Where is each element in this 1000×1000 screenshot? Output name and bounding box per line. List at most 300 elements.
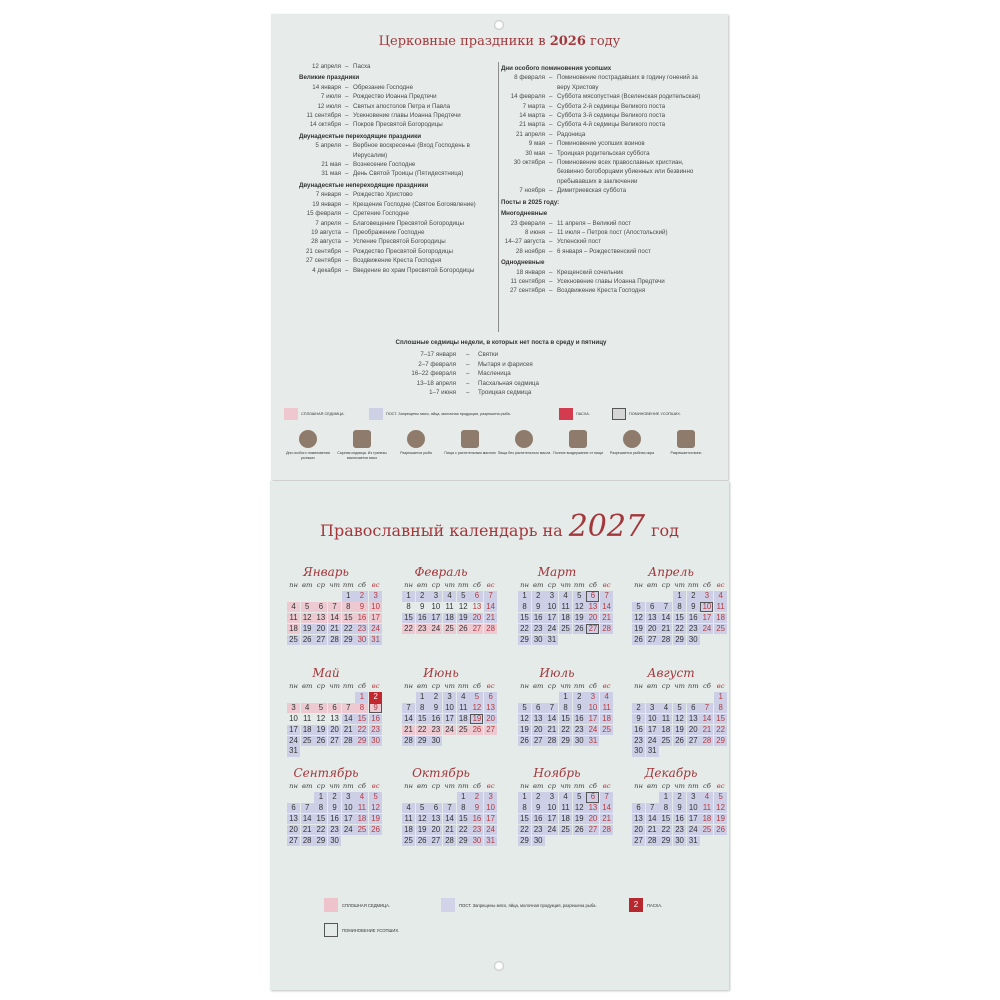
day-cell: 23 bbox=[416, 624, 429, 635]
month-6 bbox=[391, 666, 495, 746]
day-cell: 22 bbox=[559, 725, 572, 736]
day-cell: 6 bbox=[632, 803, 645, 814]
weekday-label: пт bbox=[342, 682, 354, 690]
day-cell: 18 bbox=[659, 725, 672, 736]
weekday-label: сб bbox=[588, 782, 597, 790]
weekday-label: пт bbox=[573, 581, 585, 589]
dash-separator: – bbox=[345, 170, 349, 178]
day-cell: 19 bbox=[632, 624, 645, 635]
day-cell: 5 bbox=[714, 792, 727, 803]
holiday-date: 30 мая bbox=[525, 149, 545, 157]
day-cell: 17 bbox=[687, 814, 700, 825]
day-cell: 13 bbox=[632, 814, 645, 825]
day-cell: 29 bbox=[673, 635, 686, 646]
day-cell: 19 bbox=[573, 814, 586, 825]
weekday-label: ср bbox=[316, 782, 325, 790]
day-cell: 27 bbox=[646, 635, 659, 646]
holiday-row bbox=[501, 277, 711, 286]
day-cell: 24 bbox=[545, 825, 558, 836]
day-cell: 8 bbox=[457, 803, 470, 814]
hanging-hole bbox=[494, 961, 504, 971]
solid-week-name: Масленица bbox=[478, 370, 511, 378]
holiday-row bbox=[299, 169, 499, 178]
day-cell: 20 bbox=[532, 725, 545, 736]
weekday-label: пт bbox=[457, 682, 469, 690]
day-cell: 2 bbox=[673, 792, 686, 803]
day-cell: 26 bbox=[673, 736, 686, 747]
holiday-row bbox=[501, 130, 711, 139]
day-cell: 9 bbox=[429, 703, 442, 714]
fish-icon bbox=[407, 430, 425, 448]
solid-week-dates: 16–22 февраля bbox=[411, 370, 456, 378]
day-cell: 7 bbox=[600, 591, 613, 602]
weekday-label: вс bbox=[716, 682, 725, 690]
day-cell: 4 bbox=[457, 692, 470, 703]
holiday-row bbox=[501, 237, 711, 246]
dash-separator: – bbox=[466, 370, 470, 378]
dash-separator: – bbox=[549, 112, 553, 120]
day-cell: 30 bbox=[470, 836, 483, 847]
weekday-label: чт bbox=[329, 581, 340, 589]
day-cell: 7 bbox=[545, 703, 558, 714]
weekday-label: вт bbox=[646, 682, 658, 690]
day-cell: 14 bbox=[545, 714, 558, 725]
oil-icon bbox=[461, 430, 479, 448]
day-cell: 14 bbox=[600, 803, 613, 814]
day-cell: 9 bbox=[532, 803, 545, 814]
food-rule-item bbox=[551, 430, 605, 456]
day-cell: 27 bbox=[687, 736, 700, 747]
holiday-date: 14–27 августа bbox=[504, 238, 545, 246]
day-cell: 11 bbox=[714, 602, 727, 613]
month-10 bbox=[391, 766, 495, 846]
dash-separator: – bbox=[345, 228, 349, 236]
day-cell: 28 bbox=[301, 836, 314, 847]
day-cell: 9 bbox=[470, 803, 483, 814]
legend-pascha: ПАСХА. bbox=[559, 408, 590, 420]
holiday-row bbox=[299, 190, 499, 199]
weekday-label: вс bbox=[486, 782, 495, 790]
day-cell: 29 bbox=[559, 736, 572, 747]
day-cell: 27 bbox=[470, 624, 483, 635]
day-cell: 30 bbox=[532, 635, 545, 646]
day-cell: 23 bbox=[687, 624, 700, 635]
day-cell: 23 bbox=[532, 624, 545, 635]
day-cell: 28 bbox=[600, 624, 613, 635]
day-cell: 25 bbox=[402, 836, 415, 847]
weekday-header bbox=[518, 782, 611, 792]
day-cell: 28 bbox=[659, 635, 672, 646]
dash-separator: – bbox=[549, 121, 553, 129]
day-cell: 16 bbox=[532, 814, 545, 825]
holiday-date: 8 июня bbox=[524, 228, 545, 236]
month-name: Январь bbox=[303, 565, 349, 579]
food-rule-item bbox=[389, 430, 443, 456]
holiday-date: 18 января bbox=[516, 268, 545, 276]
empty-cell bbox=[646, 692, 659, 703]
day-cell: 30 bbox=[687, 635, 700, 646]
month-name: Август bbox=[647, 666, 695, 680]
food-rule-label: Разрешается рыбная икра bbox=[609, 451, 655, 455]
day-cell: 1 bbox=[673, 591, 686, 602]
day-cell: 16 bbox=[532, 613, 545, 624]
weekday-label: вт bbox=[416, 782, 428, 790]
day-cell: 21 bbox=[659, 624, 672, 635]
day-cell: 3 bbox=[484, 792, 497, 803]
day-cell: 21 bbox=[545, 725, 558, 736]
month-7 bbox=[507, 666, 611, 746]
day-cell: 15 bbox=[457, 814, 470, 825]
day-cell: 19 bbox=[314, 725, 327, 736]
weekday-label: пн bbox=[289, 782, 298, 790]
dash-separator: – bbox=[549, 187, 553, 195]
day-cell: 22 bbox=[714, 725, 727, 736]
holiday-date: 14 марта bbox=[519, 112, 545, 120]
legend-memorial: ПОМИНОВЕНИЕ УСОПШИХ. bbox=[612, 408, 681, 420]
weekday-label: пн bbox=[289, 682, 298, 690]
day-cell: 4 bbox=[559, 591, 572, 602]
empty-cell bbox=[301, 792, 314, 803]
dash-separator: – bbox=[549, 149, 553, 157]
day-cell: 12 bbox=[316, 713, 326, 723]
empty-cell bbox=[632, 692, 645, 703]
day-cell: 19 bbox=[714, 814, 727, 825]
day-cell: 27 bbox=[484, 725, 497, 736]
day-cell: 20 bbox=[586, 613, 599, 624]
day-cell: 15 bbox=[673, 613, 686, 624]
weekday-label: вт bbox=[532, 682, 544, 690]
holiday-date: 19 августа bbox=[311, 228, 341, 236]
day-cell: 9 bbox=[687, 602, 700, 613]
day-cell: 13 bbox=[429, 814, 442, 825]
dash-separator: – bbox=[345, 83, 349, 91]
day-cell: 2 bbox=[687, 591, 700, 602]
weekday-label: вс bbox=[486, 682, 495, 690]
weekday-header bbox=[518, 581, 611, 591]
days-grid bbox=[402, 591, 495, 634]
month-1 bbox=[276, 565, 380, 645]
day-cell: 30 bbox=[632, 746, 645, 757]
abstain-icon bbox=[569, 430, 587, 448]
month-name: Февраль bbox=[414, 565, 468, 579]
day-cell: 26 bbox=[301, 635, 314, 646]
holiday-name: Суббота 2-й седмицы Великого поста bbox=[557, 102, 666, 110]
day-cell: 15 bbox=[416, 714, 429, 725]
empty-cell bbox=[632, 792, 645, 803]
weekday-label: сб bbox=[588, 682, 597, 690]
holiday-row bbox=[299, 92, 499, 101]
section-heading: Посты в 2025 году: bbox=[501, 198, 560, 206]
day-cell: 11 bbox=[402, 814, 415, 825]
weekday-label: вт bbox=[301, 581, 313, 589]
weekday-label: сб bbox=[357, 581, 366, 589]
holiday-row bbox=[501, 158, 711, 186]
day-cell: 10 bbox=[646, 714, 659, 725]
weekday-label: ср bbox=[547, 581, 556, 589]
day-cell: 31 bbox=[369, 635, 382, 646]
month-name: Май bbox=[312, 666, 340, 680]
dash-separator: – bbox=[549, 140, 553, 148]
holiday-row bbox=[299, 200, 499, 209]
candle-icon bbox=[299, 430, 317, 448]
day-cell: 8 bbox=[559, 703, 572, 714]
month-12 bbox=[621, 766, 725, 846]
day-cell: 28 bbox=[700, 736, 713, 747]
solid-week-dates: 2–7 февраля bbox=[418, 360, 456, 368]
section-heading: Дни особого поминовения усопших bbox=[501, 65, 612, 72]
day-cell: 2 bbox=[532, 591, 545, 602]
day-cell: 12 bbox=[301, 613, 314, 624]
weekday-label: чт bbox=[560, 782, 571, 790]
day-cell: 25 bbox=[457, 725, 470, 736]
day-cell: 9 bbox=[673, 803, 686, 814]
legend-fast: ПОСТ. Запрещены мясо, яйца, молочная продукция, разрешена рыба. bbox=[369, 408, 511, 420]
day-cell: 21 bbox=[700, 725, 713, 736]
solid-week-name: Пасхальная седмица bbox=[478, 379, 539, 387]
day-cell: 28 bbox=[484, 624, 497, 635]
day-cell: 4 bbox=[659, 703, 672, 714]
day-cell: 10 bbox=[586, 703, 599, 714]
day-cell: 17 bbox=[700, 613, 713, 624]
legend-solid-week: СПЛОШНАЯ СЕДМИЦА. bbox=[284, 408, 345, 420]
dash-separator: – bbox=[549, 159, 553, 167]
day-cell: 15 bbox=[659, 814, 672, 825]
day-cell: 29 bbox=[416, 736, 429, 747]
day-cell: 2 bbox=[328, 792, 341, 803]
day-cell: 23 bbox=[470, 825, 483, 836]
day-cell: 5 bbox=[573, 591, 586, 602]
day-cell: 22 bbox=[402, 624, 415, 635]
dash-separator: – bbox=[345, 238, 349, 246]
day-cell: 14 bbox=[659, 613, 672, 624]
day-cell: 18 bbox=[443, 613, 456, 624]
weekday-label: ср bbox=[316, 581, 325, 589]
day-cell: 26 bbox=[573, 825, 586, 836]
day-cell: 15 bbox=[518, 613, 531, 624]
day-cell: 7 bbox=[328, 602, 341, 613]
weekday-label: ср bbox=[431, 682, 440, 690]
empty-cell bbox=[416, 792, 429, 803]
day-cell: 7 bbox=[484, 591, 497, 602]
day-cell: 22 bbox=[457, 825, 470, 836]
empty-cell bbox=[287, 692, 300, 703]
solid-week-row bbox=[331, 388, 671, 397]
day-cell: 16 bbox=[328, 814, 341, 825]
day-cell: 3 bbox=[545, 792, 558, 803]
day-cell: 2 bbox=[369, 692, 382, 703]
day-cell: 8 bbox=[518, 803, 531, 814]
weekday-label: чт bbox=[444, 782, 455, 790]
day-cell: 15 bbox=[518, 814, 531, 825]
day-cell: 25 bbox=[287, 635, 300, 646]
days-grid bbox=[402, 792, 495, 846]
holiday-row bbox=[299, 228, 499, 237]
day-cell: 6 bbox=[484, 692, 497, 703]
holiday-name: 11 июля – Петров пост (Апостольский) bbox=[557, 228, 668, 236]
day-cell: 8 bbox=[659, 803, 672, 814]
weekday-label: чт bbox=[444, 581, 455, 589]
day-cell: 28 bbox=[600, 825, 613, 836]
empty-cell bbox=[443, 792, 456, 803]
weekday-label: чт bbox=[329, 782, 340, 790]
month-9 bbox=[276, 766, 380, 846]
empty-cell bbox=[632, 591, 645, 602]
day-cell: 9 bbox=[632, 714, 645, 725]
dash-separator: – bbox=[345, 142, 349, 150]
day-cell: 1 bbox=[342, 591, 355, 602]
day-cell: 10 bbox=[431, 601, 441, 611]
holiday-row bbox=[299, 219, 499, 228]
calendar-legend-fast: ПОСТ. Запрещены мясо, яйца, молочная продукция, разрешена рыба. bbox=[441, 898, 597, 912]
weekday-label: чт bbox=[674, 682, 685, 690]
day-cell: 14 bbox=[646, 814, 659, 825]
day-cell: 3 bbox=[646, 703, 659, 714]
day-cell: 3 bbox=[586, 692, 599, 703]
day-cell: 12 bbox=[470, 703, 483, 714]
day-cell: 4 bbox=[600, 692, 613, 703]
holiday-row bbox=[501, 120, 711, 129]
month-11 bbox=[507, 766, 611, 846]
day-cell: 24 bbox=[484, 825, 497, 836]
day-cell: 28 bbox=[328, 635, 341, 646]
day-cell: 16 bbox=[673, 814, 686, 825]
day-cell: 5 bbox=[369, 792, 382, 803]
empty-cell bbox=[700, 692, 713, 703]
food-rule-label: Сырная седмица. Из трапезы исключается мясо bbox=[337, 451, 387, 460]
food-rule-label: Разрешается вино bbox=[670, 451, 702, 455]
section-heading: Двунадесятые непереходящие праздники bbox=[299, 181, 429, 189]
empty-cell bbox=[287, 792, 300, 803]
caviar-icon bbox=[623, 430, 641, 448]
day-cell: 4 bbox=[443, 591, 456, 602]
day-cell: 2 bbox=[532, 792, 545, 803]
dash-separator: – bbox=[549, 74, 553, 82]
day-cell: 23 bbox=[429, 725, 442, 736]
holiday-date: 7 ноября bbox=[519, 187, 545, 195]
weekday-label: вт bbox=[646, 782, 658, 790]
holiday-row bbox=[501, 247, 711, 256]
empty-cell bbox=[314, 692, 327, 703]
weekday-label: вт bbox=[416, 682, 428, 690]
day-cell: 7 bbox=[342, 703, 355, 714]
day-cell: 10 bbox=[484, 803, 497, 814]
day-cell: 6 bbox=[328, 703, 341, 714]
dash-separator: – bbox=[345, 112, 349, 120]
day-cell: 22 bbox=[314, 825, 327, 836]
weekday-header bbox=[287, 581, 380, 591]
day-cell: 1 bbox=[416, 692, 429, 703]
legend-swatch bbox=[324, 923, 338, 937]
weekday-label: ср bbox=[547, 682, 556, 690]
weekday-label: сб bbox=[702, 682, 711, 690]
day-cell: 1 bbox=[518, 591, 531, 602]
day-cell: 20 bbox=[687, 725, 700, 736]
day-cell: 18 bbox=[559, 814, 572, 825]
weekday-label: чт bbox=[444, 682, 455, 690]
dash-separator: – bbox=[345, 161, 349, 169]
day-cell: 14 bbox=[402, 714, 415, 725]
weekday-label: вс bbox=[371, 581, 380, 589]
day-cell: 20 bbox=[646, 624, 659, 635]
day-cell: 12 bbox=[714, 803, 727, 814]
day-cell: 14 bbox=[700, 714, 713, 725]
solid-week-dates: 13–18 апреля bbox=[416, 379, 456, 387]
holiday-date: 15 февраля bbox=[306, 210, 341, 218]
day-cell: 17 bbox=[484, 814, 497, 825]
day-cell: 10 bbox=[289, 713, 298, 723]
day-cell: 5 bbox=[314, 703, 327, 714]
day-cell: 5 bbox=[457, 591, 470, 602]
column-divider bbox=[498, 62, 499, 332]
holiday-row bbox=[299, 62, 499, 71]
day-cell: 31 bbox=[545, 635, 558, 646]
holiday-date: 7 апреля bbox=[315, 219, 341, 227]
day-cell: 16 bbox=[369, 714, 382, 725]
day-cell: 14 bbox=[600, 602, 613, 613]
day-cell: 17 bbox=[443, 714, 456, 725]
holiday-date: 7 января bbox=[315, 191, 341, 199]
holiday-date: 11 сентября bbox=[306, 112, 341, 120]
empty-cell bbox=[687, 692, 700, 703]
day-cell: 4 bbox=[301, 703, 314, 714]
holiday-row bbox=[501, 111, 711, 120]
holiday-date: 14 февраля bbox=[510, 93, 545, 101]
weekday-label: пн bbox=[520, 581, 529, 589]
day-cell: 18 bbox=[402, 825, 415, 836]
day-cell: 30 bbox=[328, 836, 341, 847]
day-cell: 21 bbox=[646, 825, 659, 836]
day-cell: 6 bbox=[287, 803, 300, 814]
dash-separator: – bbox=[345, 93, 349, 101]
month-name: Июнь bbox=[423, 666, 459, 680]
holiday-row bbox=[501, 268, 711, 277]
day-cell: 26 bbox=[314, 736, 327, 747]
day-cell: 9 bbox=[369, 703, 382, 714]
holiday-name: Усекновение главы Иоанна Предтечи bbox=[557, 277, 665, 285]
weekday-label: вс bbox=[602, 581, 611, 589]
day-cell: 24 bbox=[687, 825, 700, 836]
weekday-label: вс bbox=[371, 682, 380, 690]
day-cell: 7 bbox=[600, 792, 613, 803]
holiday-row bbox=[501, 73, 711, 92]
weekday-label: вс bbox=[371, 782, 380, 790]
dash-separator: – bbox=[345, 102, 349, 110]
holiday-row bbox=[299, 237, 499, 246]
dash-separator: – bbox=[466, 351, 470, 359]
day-cell: 31 bbox=[646, 746, 659, 757]
holiday-row bbox=[501, 286, 711, 295]
weekday-label: вт bbox=[416, 581, 428, 589]
dash-separator: – bbox=[345, 191, 349, 199]
holiday-row bbox=[299, 160, 499, 169]
day-cell: 7 bbox=[402, 703, 415, 714]
holiday-name: Поминовение пострадавших в годину гонений за веру Христову bbox=[557, 74, 698, 91]
dash-separator: – bbox=[345, 266, 349, 274]
day-cell: 12 bbox=[458, 601, 468, 611]
day-cell: 26 bbox=[369, 825, 382, 836]
weekday-label: пн bbox=[289, 581, 298, 589]
weekday-label: вс bbox=[602, 782, 611, 790]
solid-week-row bbox=[331, 369, 671, 378]
holiday-row bbox=[299, 111, 499, 120]
weekday-label: сб bbox=[472, 682, 481, 690]
weekday-label: пт bbox=[457, 581, 469, 589]
holiday-name: Суббота 4-й седмицы Великого поста bbox=[557, 121, 666, 129]
day-cell: 20 bbox=[632, 825, 645, 836]
day-cell: 24 bbox=[369, 624, 382, 635]
holiday-name: Усекновение главы Иоанна Предтечи bbox=[353, 112, 461, 120]
weekday-label: ср bbox=[661, 782, 670, 790]
